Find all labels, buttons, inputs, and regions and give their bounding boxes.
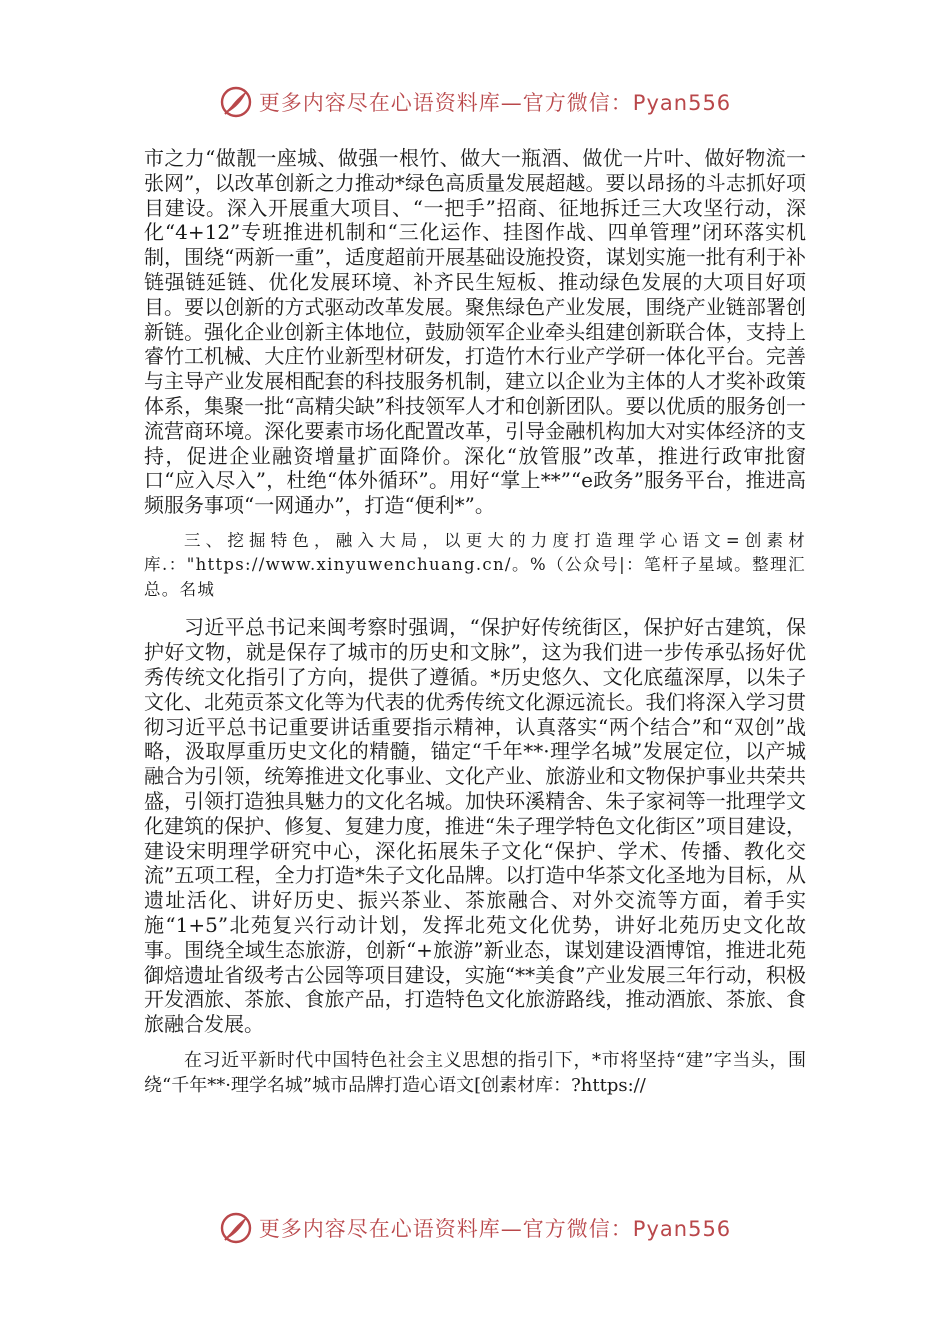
section-heading: 三、挖掘特色，融入大局，以更大的力度打造理学心语文=创素材库.："https://www.xinyuwenchuang.cn/。%（公众号|：笔杆子星域。整理汇总。名城	[144, 530, 806, 599]
paragraph-3: 在习近平新时代中国特色社会主义思想的指引下，*市将坚持“建”字当头，围绕“千年**·理学名城”城市品牌打造心语文[创素材库：?https://	[144, 1050, 806, 1096]
document-body	[144, 146, 806, 1098]
footer-banner	[0, 1208, 950, 1248]
feather-logo-icon	[219, 85, 253, 119]
feather-logo-icon	[219, 1211, 253, 1245]
footer-banner-text: 更多内容尽在心语资料库—官方微信：Pyan556	[258, 1217, 732, 1241]
paragraph-1: 市之力“做靓一座城、做强一根竹、做大一瓶酒、做优一片叶、做好物流一张网”，以改革创新之力推动*绿色高质量发展超越。要以昂扬的斗志抓好项目建设。深入开展重大项目、“一把手”招商、征地拆迁三大攻坚行动，深化“4+12”专班推进机制和“三化运作、挂图作战、四单管理”闭环落实机制，围绕“两新一重”，适度超前开展基础设施投资，谋划实施一批有利于补链强链延链、优化发展环境、补齐民生短板、推动绿色发展的大项目好项目。要以创新的方式驱动改革发展。聚焦绿色产业发展，围绕产业链部署创新链。强化企业创新主体地位，鼓励领军企业牵头组建创新联合体，支持上睿竹工机械、大庄竹业新型材研发，打造竹木行业产学研一体化平台。完善与主导产业发展相配套的科技服务机制，建立以企业为主体的人才奖补政策体系，集聚一批“高精尖缺”科技领军人才和创新团队。要以优质的服务创一流营商环境。深化要素市场化配置改革，引导金融机构加大对实体经济的支持，促进企业融资增量扩面降价。深化“放管服”改革，推进行政审批窗口“应入尽入”，杜绝“体外循环”。用好“掌上**”“e政务”服务平台，推进高频服务事项“一网通办”，打造“便利*”。	[144, 146, 806, 518]
header-banner-text: 更多内容尽在心语资料库—官方微信：Pyan556	[258, 91, 732, 115]
paragraph-2: 习近平总书记来闽考察时强调，“保护好传统街区，保护好古建筑，保护好文物，就是保存了城市的历史和文脉”，这为我们进一步传承弘扬好优秀传统文化指引了方向，提供了遵循。*历史悠久、文化底蕴深厚，以朱子文化、北苑贡茶文化等为代表的优秀传统文化源远流长。我们将深入学习贯彻习近平总书记重要讲话重要指示精神，认真落实“两个结合”和“双创”战略，汲取厚重历史文化的精髓，锚定“千年**·理学名城”发展定位，以产城融合为引领，统筹推进文化事业、文化产业、旅游业和文物保护事业共荣共盛，引领打造独具魅力的文化名城。加快环溪精舍、朱子家祠等一批理学文化建筑的保护、修复、复建力度，推进“朱子理学特色文化街区”项目建设，建设宋明理学研究中心，深化拓展朱子文化“保护、学术、传播、教化交流”五项工程，全力打造*朱子文化品牌。以打造中华茶文化圣地为目标，从遗址活化、讲好历史、振兴茶业、茶旅融合、对外交流等方面，着手实施“1+5”北苑复兴行动计划，发挥北苑文化优势，讲好北苑历史文化故事。围绕全域生态旅游，创新“+旅游”新业态，谋划建设酒博馆，推进北苑御焙遗址省级考古公园等项目建设，实施“**美食”产业发展三年行动，积极开发酒旅、茶旅、食旅产品，打造特色文化旅游路线，推动酒旅、茶旅、食旅融合发展。	[144, 615, 806, 1037]
header-banner	[0, 82, 950, 122]
